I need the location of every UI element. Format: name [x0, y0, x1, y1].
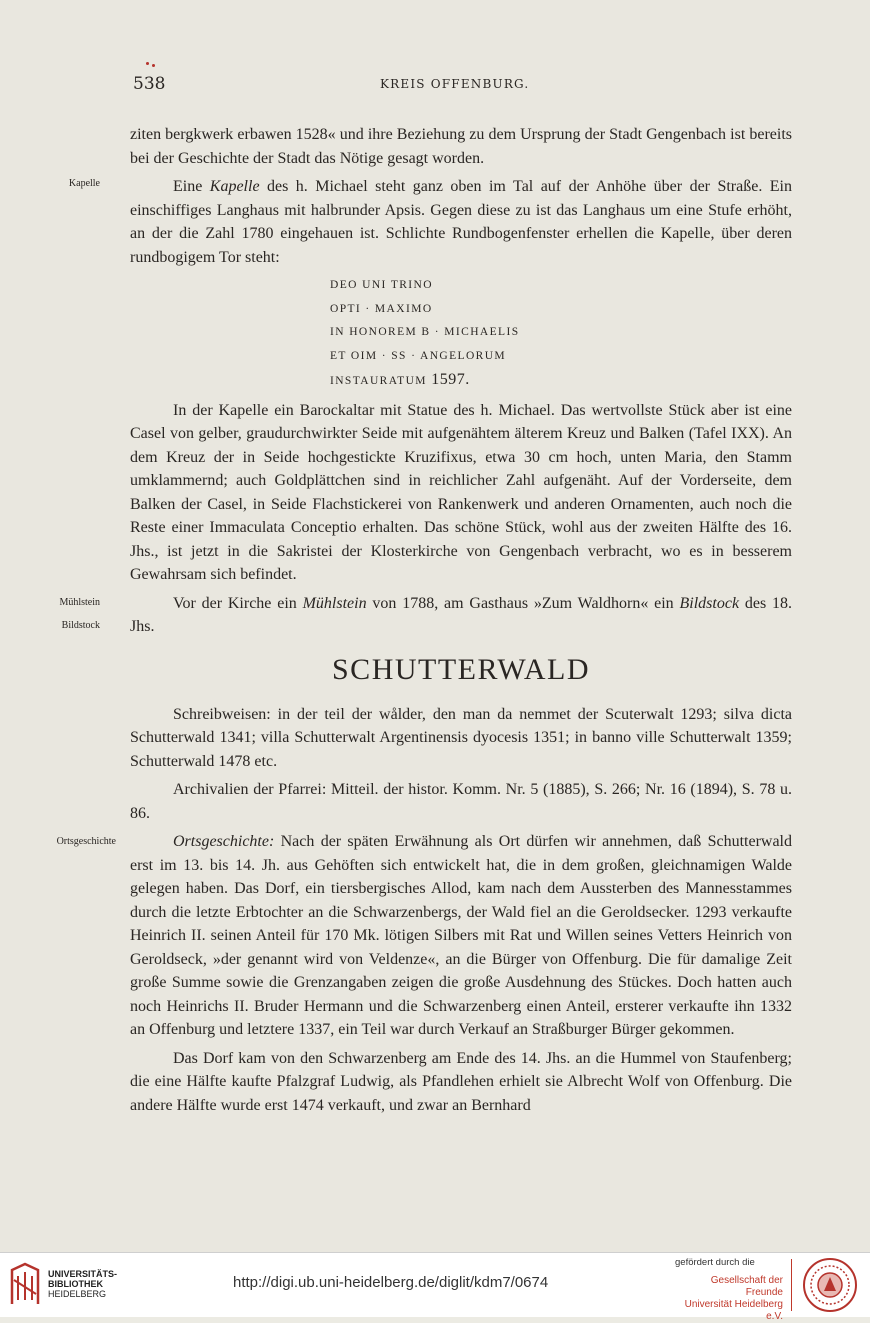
friends-line: Gesellschaft der Freunde: [710, 1275, 783, 1298]
paragraph: ziten bergkwerk erbawen 1528« und ihre Beziehung zu dem Ursprung der Stadt Gengenbach ist bereits bei der Geschichte der Stadt das Nötige gesagt worden.: [130, 126, 792, 167]
friends-line: Universität Heidelberg e.V.: [684, 1299, 783, 1322]
paragraph: Das Dorf kam von den Schwarzenberg am Ende des 14. Jhs. an die Hummel von Staufenberg; die eine Hälfte kaufte Pfalzgraf Ludwig, als Pfandlehen erhielt sie Albrecht Wolf von Offenburg. Die andere Hälfte wurde erst 1474 verkauft, und zwar an Bernhard: [130, 1049, 792, 1114]
divider: [791, 1259, 792, 1311]
term-muehlstein: Mühlstein: [302, 594, 367, 612]
inscription-word: INSTAURATUM: [330, 375, 427, 387]
inscription-year: 1597.: [431, 371, 470, 388]
term-kapelle: Kapelle: [209, 178, 260, 195]
library-name[interactable]: [48, 1269, 117, 1299]
funded-by-label: gefördert durch die: [675, 1257, 755, 1268]
paragraph-muehlstein: [130, 592, 792, 639]
text-run: des h. Michael steht ganz oben im Tal auf der Anhöhe über der Straße. Ein einschiffiges Langhaus mit halbrunder Apsis. Gegen diese zu ist das Langhaus um eine Stufe erhöht, an der die Zahl 1780 eingehauen ist. Schlichte Rundbogenfenster erhellen die Kapelle, über deren rundbogigem Tor steht:: [130, 178, 792, 266]
margin-note-kapelle: Kapelle: [68, 178, 100, 189]
term-bildstock: Bildstock: [679, 594, 740, 612]
paragraph: Schreibweisen: in der teil der wålder, den man da nemmet der Scuterwalt 1293; silva dicta Schutterwald 1341; villa Schutterwalt Argentinensis dyocesis 1351; in banno ville Schutterwalt 1359; Schutterwald 1478 etc.: [130, 705, 792, 770]
red-mark: [146, 62, 149, 65]
paragraph-kapelle: [130, 175, 792, 269]
inscription-line: OPTI · MAXIMO: [330, 302, 433, 315]
text-run: Vor der Kirche ein: [173, 594, 303, 612]
paragraph-ortsgeschichte: [130, 830, 792, 1042]
library-name-line: UNIVERSITÄTS-: [48, 1269, 118, 1279]
red-mark: [152, 64, 155, 67]
inscription-line: IN HONOREM B · MICHAELIS: [330, 326, 520, 338]
page-number: 538: [133, 74, 166, 94]
term-ortsgeschichte: Ortsgeschichte:: [173, 833, 275, 850]
text-run: des 18. Jhs.: [130, 594, 793, 635]
margin-note-muehlstein: Mühlstein: [59, 597, 100, 608]
inscription-line: ET OIM · SS · ANGELORUM: [330, 349, 507, 362]
section-title: SCHUTTERWALD: [332, 652, 590, 686]
inscription: [330, 274, 792, 394]
library-name-line: BIBLIOTHEK: [48, 1279, 103, 1289]
permalink-url[interactable]: http://digi.ub.uni-heidelberg.de/diglit/kdm7/0674: [233, 1274, 549, 1291]
body-text: [130, 123, 792, 1122]
running-head: KREIS OFFENBURG.: [380, 77, 530, 91]
text-run: Nach der späten Erwähnung als Ort dürfen wir annehmen, daß Schutterwald erst im 13. bis 14. Jh. aus Gehöften sich entwickelt hat, die in dem großen, gleichnamigen Walde gelegen haben. Das Dorf, ein tiersbergisches Allod, kam nach dem Aussterben des Mannesstammes durch die letzte Erbtochter an die Schwarzenbergs, der Wald fiel an die Geroldsecker. 1293 verkaufte Heinrich II. seinen Anteil für 170 Mk. lötigen Silbers mit Rat und Willen seines Vetters Heinrich von Geroldseck, »der genannt wird von Veldenze«, an die Bürger von Offenburg. Die für damalige Zeit große Summe sowie die Grenzangaben zeigen die große Ausdehnung des Stückes. Doch hatten auch noch Heinrichs II. Bruder Hermann und die Schwarzenberg einen Anteil, ersterer verkaufte ihn 1332 an Offenburg und letztere 1337, ein Teil war durch Verkauf an Straßburger Bürger gekommen.: [130, 833, 792, 1038]
margin-note-bildstock: Bildstock: [61, 620, 100, 631]
paragraph: In der Kapelle ein Barockaltar mit Statue des h. Michael. Das wertvollste Stück aber ist eine Casel von gelber, graudurchwirkter Seide mit aufgenähtem älterem Kreuz und Balken (Tafel IXX). An dem Kreuz der in Seide hochgestickte Kruzifixus, etwa 30 cm hoch, unten Maria, den Stamm umklammernd; auch Goldplättchen sind in reichlicher Zahl aufgenäht. Auf der Vorderseite, dem Balken der Casel, in Seide Flachstickerei von Rankenwerk und anderen Ornamenten, auch noch die Reste einer Immaculata Conceptio erhalten. Das schöne Stück, wohl aus der zweiten Hälfte des 16. Jhs., ist jetzt in die Sakristei der Klosterkirche von Gengenbach verbracht, wo es in besserem Gewahrsam sich befindet.: [130, 401, 792, 583]
inscription-line: [330, 368, 792, 394]
paragraph: Archivalien der Pfarrei: Mitteil. der histor. Komm. Nr. 5 (1885), S. 266; Nr. 16 (1894), S. 78 u. 86.: [130, 781, 792, 822]
university-seal-icon[interactable]: [802, 1257, 858, 1313]
text-run: von 1788, am Gasthaus »Zum Waldhorn« ein: [366, 594, 680, 612]
inscription-line: DEO UNI TRINO: [330, 279, 433, 291]
footer-bar: [0, 1252, 870, 1322]
margin-note-ortsgeschichte: Ortsgeschichte: [56, 836, 116, 847]
text-run: Eine: [173, 178, 210, 195]
library-logo-icon[interactable]: [8, 1260, 42, 1308]
library-name-line: HEIDELBERG: [48, 1289, 107, 1299]
page-header: [0, 74, 870, 98]
